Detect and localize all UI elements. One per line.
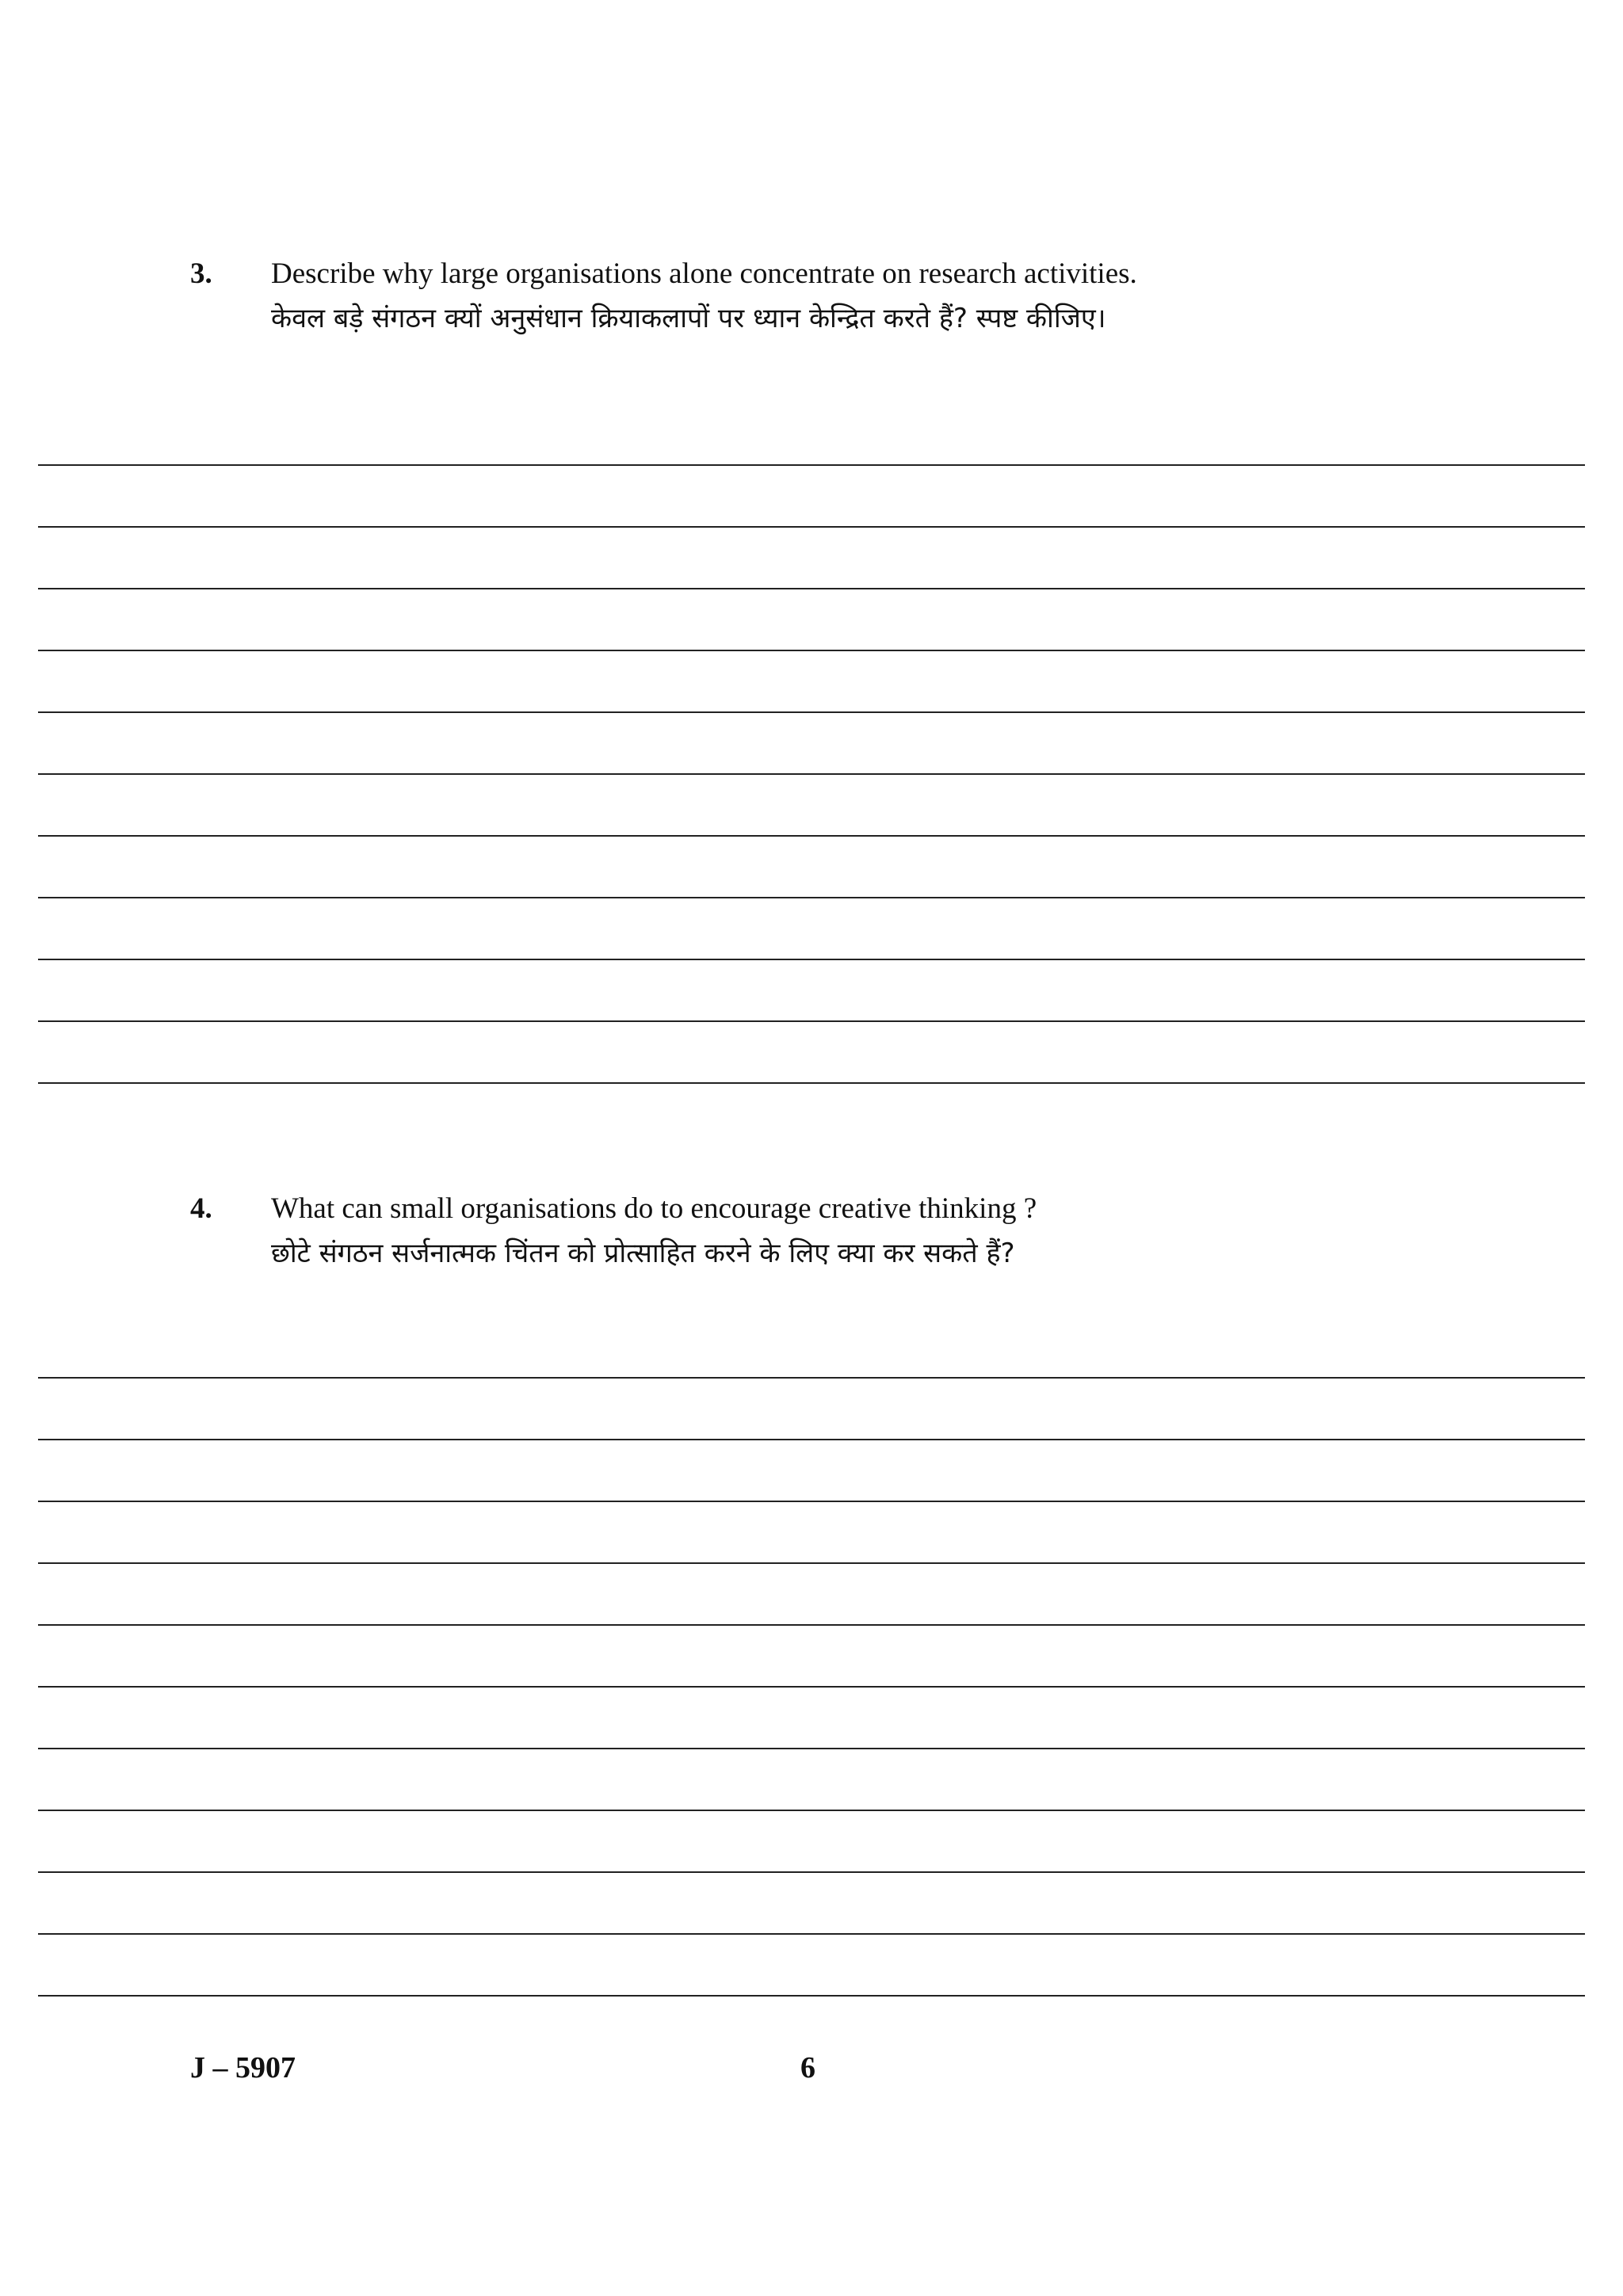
answer-line bbox=[38, 1440, 1585, 1502]
answer-line bbox=[38, 1873, 1585, 1935]
answer-line bbox=[38, 1317, 1585, 1379]
answer-line bbox=[38, 960, 1585, 1022]
answer-line bbox=[38, 589, 1585, 651]
paper-code: J – 5907 bbox=[190, 2051, 296, 2084]
answer-line bbox=[38, 1688, 1585, 1749]
answer-line bbox=[38, 528, 1585, 589]
answer-line bbox=[38, 651, 1585, 713]
answer-lines-question-3[interactable] bbox=[38, 404, 1585, 1084]
answer-line bbox=[38, 1749, 1585, 1811]
answer-line bbox=[38, 1502, 1585, 1564]
answer-line bbox=[38, 1379, 1585, 1440]
question-text-hindi: छोटे संगठन सर्जनात्मक चिंतन को प्रोत्साहित करने के लिए क्या कर सकते हैं? bbox=[271, 1238, 1015, 1269]
page-number: 6 bbox=[800, 2051, 815, 2084]
question-text-english: Describe why large organisations alone concentrate on research activities. bbox=[271, 257, 1137, 290]
answer-line bbox=[38, 898, 1585, 960]
question-number: 4. bbox=[190, 1192, 212, 1225]
answer-line bbox=[38, 775, 1585, 837]
answer-line bbox=[38, 1022, 1585, 1084]
answer-line bbox=[38, 1811, 1585, 1873]
answer-line bbox=[38, 837, 1585, 898]
answer-line bbox=[38, 404, 1585, 466]
question-text-english: What can small organisations do to encourage creative thinking ? bbox=[271, 1192, 1037, 1225]
answer-line bbox=[38, 1626, 1585, 1688]
answer-line bbox=[38, 713, 1585, 775]
answer-line bbox=[38, 466, 1585, 528]
answer-lines-question-4[interactable] bbox=[38, 1317, 1585, 1997]
answer-line bbox=[38, 1935, 1585, 1997]
answer-line bbox=[38, 1564, 1585, 1626]
question-text-hindi: केवल बड़े संगठन क्यों अनुसंधान क्रियाकलापों पर ध्यान केन्द्रित करते हैं? स्पष्ट कीजिए। bbox=[271, 303, 1106, 334]
question-number: 3. bbox=[190, 257, 212, 290]
